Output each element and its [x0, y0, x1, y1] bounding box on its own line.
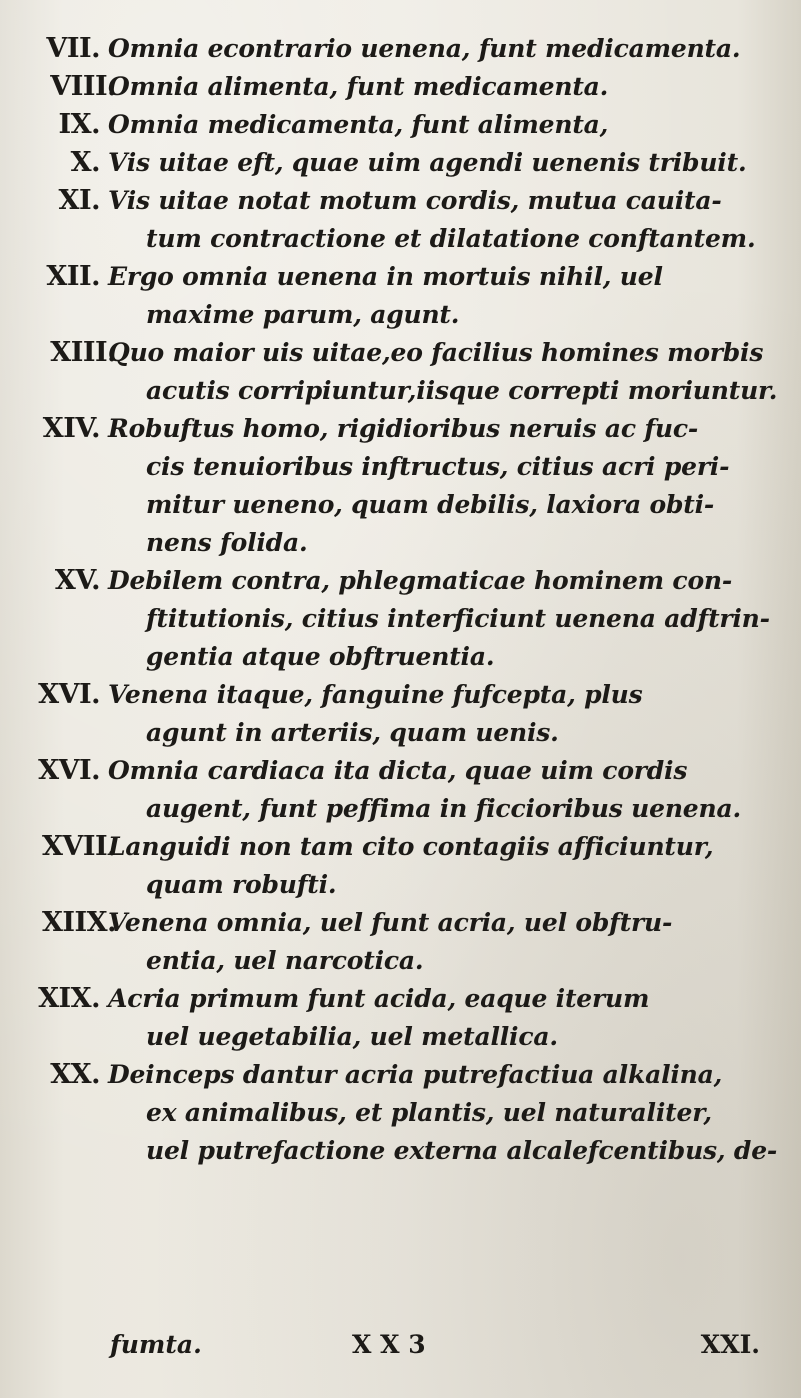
entry-line: tum contractione et dilatatione conftantem. [146, 224, 756, 253]
entry [28, 68, 778, 106]
entry-line: Quo maior uis uitae,eo facilius homines morbis [108, 338, 764, 367]
entry-line: Omnia econtrario uenena, funt medicamenta. [108, 34, 741, 63]
entry-line: uel putrefactione externa alcalefcentibus, de- [146, 1136, 778, 1165]
entry-line: Debilem contra, phlegmaticae hominem con- [108, 566, 733, 595]
entry-number: XVI. [38, 755, 100, 786]
entry-line: uel uegetabilia, uel metallica. [146, 1022, 558, 1051]
entry [28, 182, 778, 258]
entry-line: Vis uitae notat motum cordis, mutua cauita- [108, 186, 722, 215]
entry-number: XV. [54, 565, 100, 596]
entry-line: Omnia cardiaca ita dicta, quae uim cordis [108, 756, 688, 785]
catchword: XXI. [700, 1330, 760, 1359]
entry-line: Vis uitae eft, quae uim agendi uenenis tribuit. [108, 148, 747, 177]
entry-line: Deinceps dantur acria putrefactiua alkalina, [108, 1060, 723, 1089]
entry-number: X. [70, 147, 100, 178]
entry-line: Languidi non tam cito contagiis afficiuntur, [108, 832, 714, 861]
entry-number: XIII. [50, 337, 116, 368]
footer-last-word: fumta. [110, 1330, 202, 1359]
entry-number: XIIX. [41, 907, 116, 938]
entry [28, 676, 778, 752]
entry-line: cis tenuioribus inftructus, citius acri peri- [146, 452, 730, 481]
entry-line: ex animalibus, et plantis, uel naturaliter, [146, 1098, 712, 1127]
signature-mark: X X 3 [352, 1330, 426, 1359]
entry [28, 828, 778, 904]
entry-number: IX. [58, 109, 100, 140]
entry-number: XX. [50, 1059, 100, 1090]
entry-number: XVI. [38, 679, 100, 710]
entry-line: quam robufti. [146, 870, 337, 899]
entry-number: XII. [46, 261, 100, 292]
entry-line: mitur ueneno, quam debilis, laxiora obti- [146, 490, 715, 519]
entry [28, 30, 778, 68]
entry [28, 258, 778, 334]
entry-line: Omnia alimenta, funt medicamenta. [108, 72, 609, 101]
entry [28, 410, 778, 562]
entry-number: VIII. [50, 71, 116, 102]
page-footer [70, 1330, 760, 1370]
entry-line: Robuftus homo, rigidioribus neruis ac fuc- [108, 414, 699, 443]
entry-line: Venena itaque, fanguine fufcepta, plus [108, 680, 643, 709]
entry-number: VII. [46, 33, 100, 64]
entry-line: entia, uel narcotica. [146, 946, 424, 975]
entry-number: XIV. [42, 413, 100, 444]
entry-line: acutis corripiuntur,iisque correpti moriuntur. [146, 376, 778, 405]
entry-line: maxime parum, agunt. [146, 300, 460, 329]
entry-line: agunt in arteriis, quam uenis. [146, 718, 559, 747]
entry-number: XIX. [38, 983, 100, 1014]
entry-line: Ergo omnia uenena in mortuis nihil, uel [108, 262, 663, 291]
entry-line: Omnia medicamenta, funt alimenta, [108, 110, 609, 139]
text-body [28, 30, 778, 1170]
entry [28, 904, 778, 980]
entry-line: gentia atque obftruentia. [146, 642, 495, 671]
entry-line: Acria primum funt acida, eaque iterum [108, 984, 650, 1013]
entry-line: ftitutionis, citius interficiunt uenena adftrin- [146, 604, 770, 633]
entry [28, 980, 778, 1056]
entry-line: Venena omnia, uel funt acria, uel obftru- [108, 908, 673, 937]
entry-line: nens folida. [146, 528, 308, 557]
entry-number: XI. [58, 185, 100, 216]
entry [28, 334, 778, 410]
entry [28, 752, 778, 828]
entry-number: XVII. [41, 831, 116, 862]
entry [28, 562, 778, 676]
entry [28, 1056, 778, 1170]
entry [28, 106, 778, 144]
entry [28, 144, 778, 182]
entry-line: augent, funt peffima in ficcioribus uenena. [146, 794, 741, 823]
